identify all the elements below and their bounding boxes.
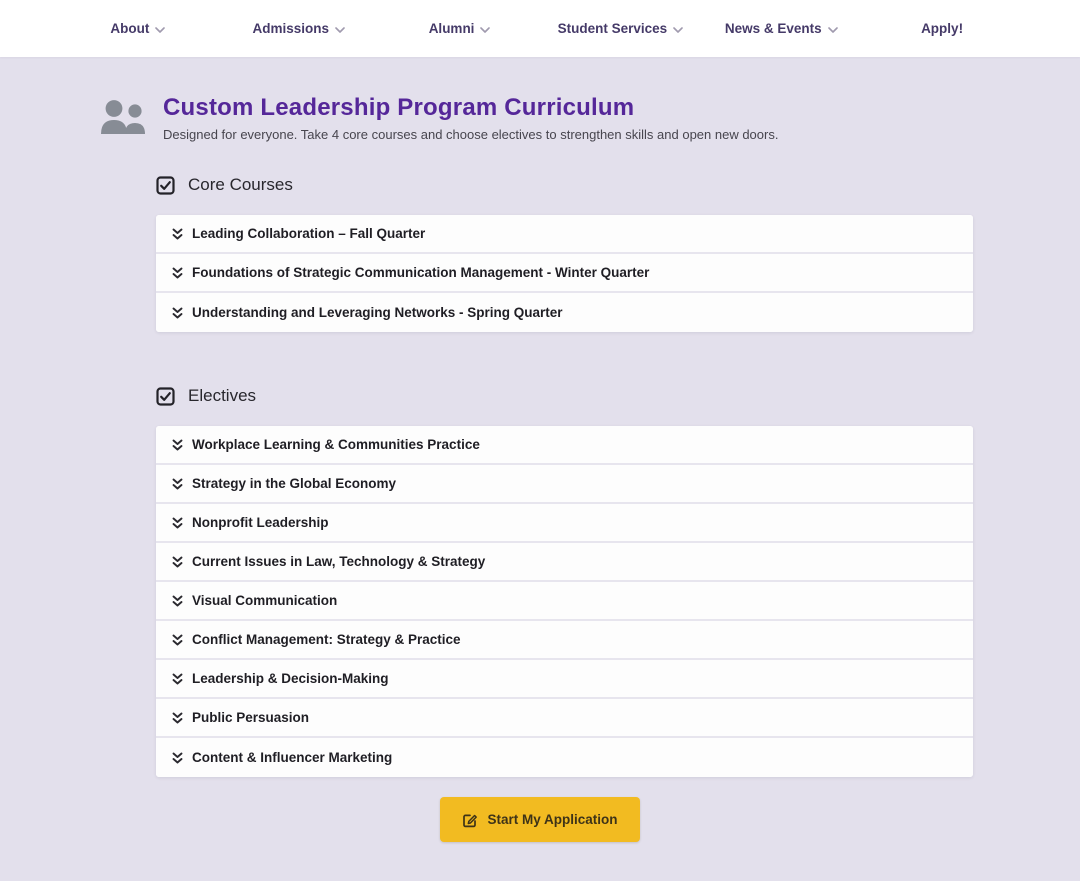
course-row[interactable] — [156, 293, 973, 332]
course-title: Conflict Management: Strategy & Practice — [192, 632, 461, 647]
course-row[interactable] — [156, 215, 973, 254]
course-title: Workplace Learning & Communities Practice — [192, 437, 480, 452]
electives-list — [156, 426, 973, 777]
double-chevron-down-icon — [172, 307, 183, 319]
nav-item-about[interactable] — [58, 21, 219, 36]
double-chevron-down-icon — [172, 673, 183, 685]
nav-item-label: Student Services — [557, 21, 668, 36]
double-chevron-down-icon — [172, 478, 183, 490]
course-row[interactable] — [156, 426, 973, 465]
nav-item-label: Apply! — [921, 21, 964, 36]
nav-item-news-events[interactable] — [701, 21, 862, 36]
double-chevron-down-icon — [172, 634, 183, 646]
electives-section — [156, 386, 973, 777]
nav-item-admissions[interactable] — [218, 21, 379, 36]
nav-item-apply[interactable] — [862, 21, 1023, 36]
top-nav — [0, 0, 1080, 57]
course-row[interactable] — [156, 738, 973, 777]
double-chevron-down-icon — [172, 228, 183, 240]
nav-item-label: Admissions — [252, 21, 329, 36]
nav-item-label: Alumni — [428, 21, 475, 36]
course-row[interactable] — [156, 504, 973, 543]
double-chevron-down-icon — [172, 517, 183, 529]
double-chevron-down-icon — [172, 556, 183, 568]
course-title: Visual Communication — [192, 593, 338, 608]
program-header-text — [163, 94, 778, 142]
course-row[interactable] — [156, 621, 973, 660]
course-row[interactable] — [156, 254, 973, 293]
page-content — [0, 57, 1080, 842]
course-title: Public Persuasion — [192, 710, 310, 725]
chevron-down-icon — [155, 27, 165, 33]
cta-label: Start My Application — [487, 812, 618, 827]
double-chevron-down-icon — [172, 439, 183, 451]
cta-row — [0, 797, 1080, 842]
nav-item-student-services[interactable] — [540, 21, 701, 36]
course-title: Current Issues in Law, Technology & Strategy — [192, 554, 486, 569]
checkbox-checked-icon — [156, 387, 175, 406]
course-row[interactable] — [156, 465, 973, 504]
core-courses-section — [156, 175, 973, 332]
course-row[interactable] — [156, 660, 973, 699]
page-title: Custom Leadership Program Curriculum — [163, 94, 635, 121]
chevron-down-icon — [480, 27, 490, 33]
nav-item-alumni[interactable] — [379, 21, 540, 36]
core-courses-list — [156, 215, 973, 332]
section-label: Electives — [188, 386, 257, 405]
electives-heading — [156, 386, 973, 406]
double-chevron-down-icon — [172, 752, 183, 764]
people-icon — [100, 99, 150, 135]
program-header — [100, 94, 1080, 142]
course-title: Strategy in the Global Economy — [192, 476, 397, 491]
double-chevron-down-icon — [172, 595, 183, 607]
course-title: Understanding and Leveraging Networks - Spring Quarter — [192, 305, 563, 320]
checkbox-checked-icon — [156, 176, 175, 195]
course-title: Leading Collaboration – Fall Quarter — [192, 226, 426, 241]
section-label: Core Courses — [188, 175, 293, 194]
course-title: Nonprofit Leadership — [192, 515, 329, 530]
course-title: Foundations of Strategic Communication Management - Winter Quarter — [192, 265, 650, 280]
edit-icon — [462, 812, 478, 828]
course-row[interactable] — [156, 699, 973, 738]
nav-item-label: About — [110, 21, 150, 36]
course-row[interactable] — [156, 582, 973, 621]
core-courses-heading — [156, 175, 973, 195]
course-row[interactable] — [156, 543, 973, 582]
start-application-button[interactable] — [440, 797, 639, 842]
chevron-down-icon — [828, 27, 838, 33]
double-chevron-down-icon — [172, 267, 183, 279]
nav-item-label: News & Events — [724, 21, 822, 36]
page-subtitle: Designed for everyone. Take 4 core courses and choose electives to strengthen skills and open new doors. — [163, 127, 779, 142]
course-title: Content & Influencer Marketing — [192, 750, 393, 765]
double-chevron-down-icon — [172, 712, 183, 724]
chevron-down-icon — [673, 27, 683, 33]
chevron-down-icon — [335, 27, 345, 33]
course-title: Leadership & Decision-Making — [192, 671, 389, 686]
top-nav-items — [58, 21, 1023, 36]
